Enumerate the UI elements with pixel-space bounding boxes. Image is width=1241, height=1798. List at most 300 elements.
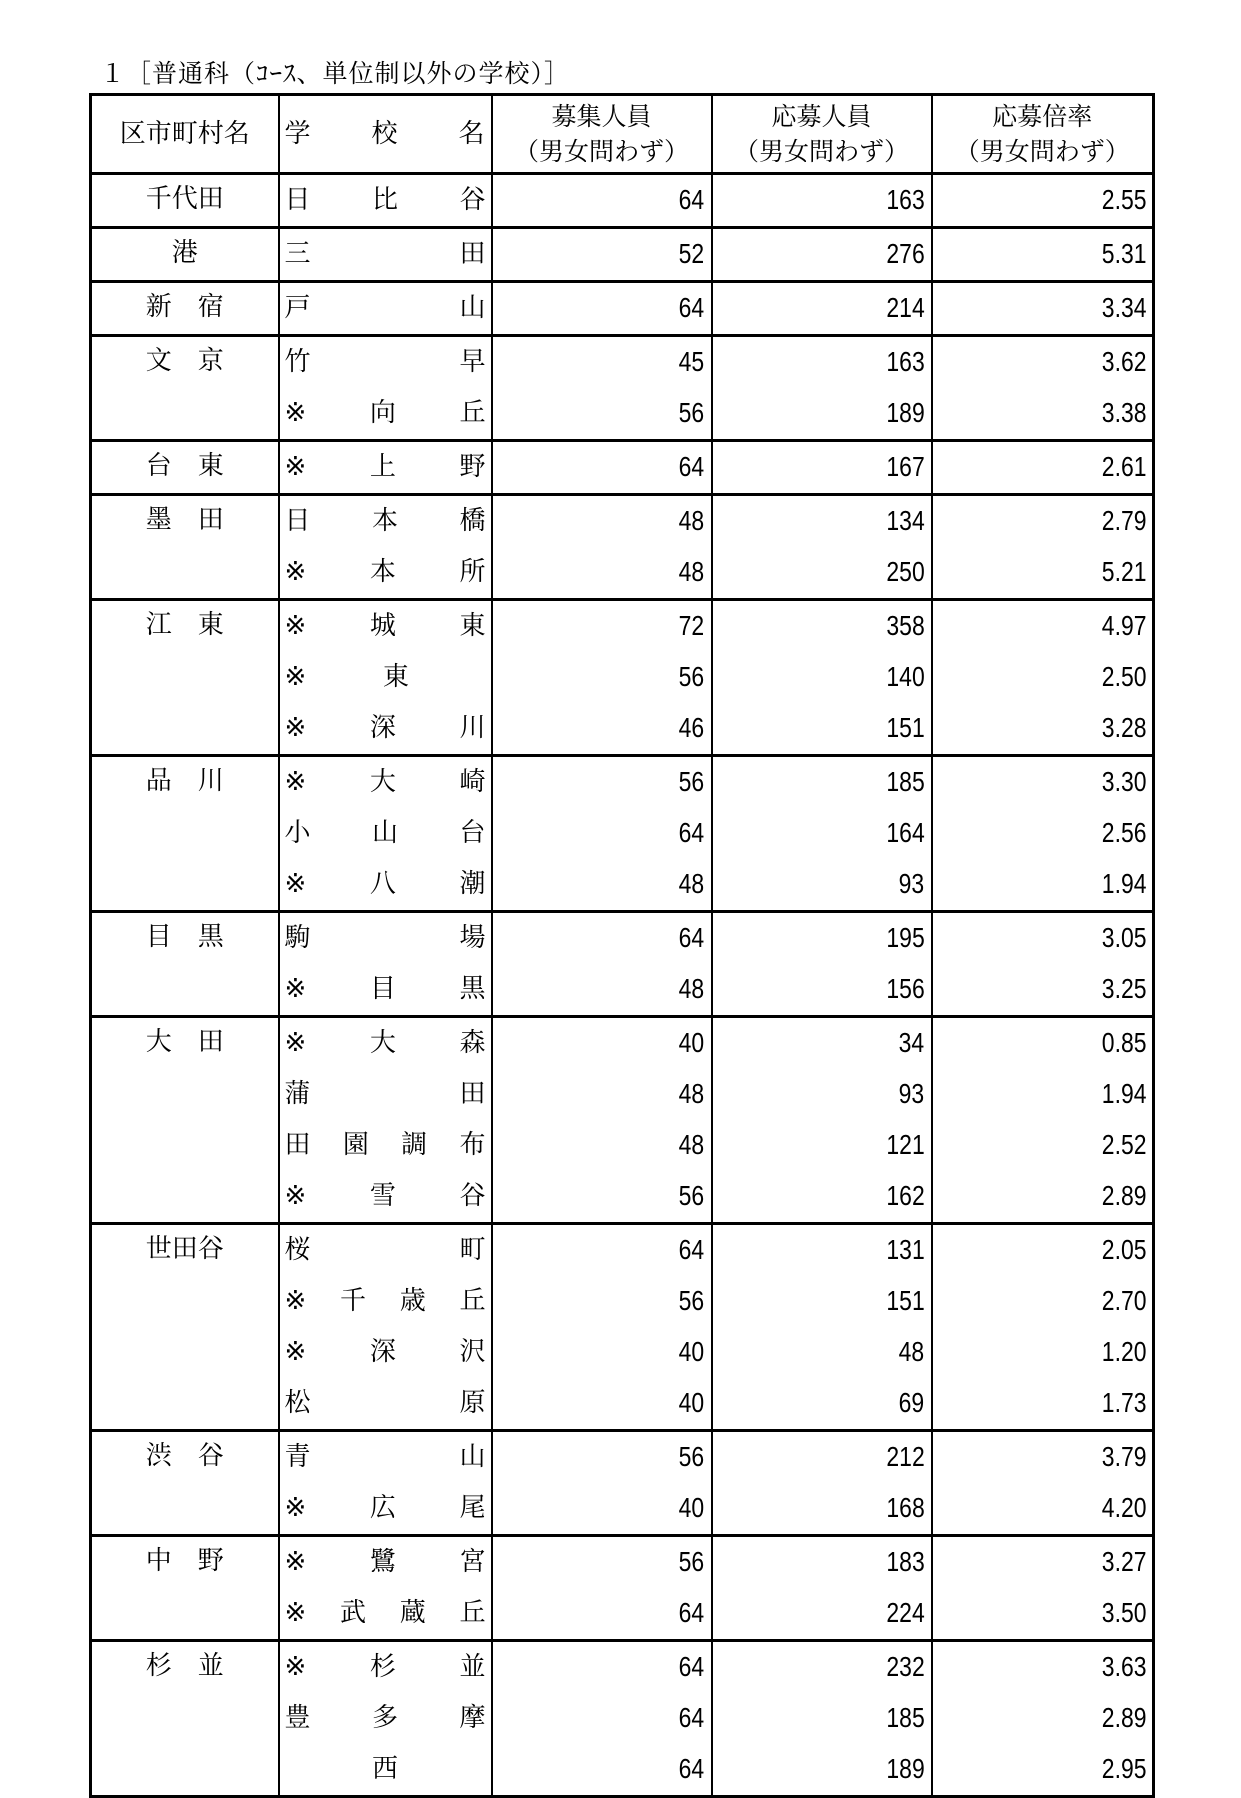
- ward-cell: 中 野: [91, 1536, 279, 1641]
- ratio-value: 4.20: [1101, 1492, 1146, 1523]
- school-name-char: 早: [459, 347, 486, 377]
- recruit-cell: [492, 495, 712, 548]
- applicants-cell: [712, 1327, 932, 1378]
- ratio-value: 1.73: [1101, 1387, 1146, 1418]
- ratio-cell: [932, 600, 1154, 653]
- recruit-value: 48: [678, 1129, 705, 1160]
- applicants-cell: [712, 1120, 932, 1171]
- ratio-cell: [932, 1276, 1154, 1327]
- school-name-char: 町: [459, 1235, 486, 1265]
- recruit-value: 46: [678, 712, 705, 743]
- table-body: [91, 174, 1154, 1797]
- school-name-char: 西: [371, 1754, 398, 1784]
- ratio-cell: [932, 912, 1154, 965]
- ward-cell: 目 黒: [91, 912, 279, 1017]
- recruit-value: 64: [678, 292, 705, 323]
- school-name-cell: [279, 1120, 492, 1171]
- school-name-char: 蒲: [284, 1079, 311, 1109]
- school-name-char: 台: [459, 818, 486, 848]
- recruit-cell: [492, 336, 712, 389]
- applicants-cell: [712, 1641, 932, 1694]
- school-name-char: 谷: [459, 185, 486, 215]
- recruit-cell: [492, 964, 712, 1017]
- table-row: [91, 228, 1154, 282]
- school-name-char: 目: [369, 974, 396, 1004]
- school-name-char: 桜: [284, 1235, 311, 1265]
- recruit-cell: [492, 1327, 712, 1378]
- applicants-cell: [712, 388, 932, 441]
- ratio-cell: [932, 228, 1154, 282]
- applicants-cell: [712, 703, 932, 756]
- school-name-char: ※: [284, 1493, 307, 1523]
- school-name-cell: [279, 1744, 492, 1797]
- ratio-value: 2.79: [1101, 505, 1146, 536]
- ratio-value: 3.34: [1101, 292, 1146, 323]
- ratio-value: 2.52: [1101, 1129, 1146, 1160]
- applicants-cell: [712, 756, 932, 809]
- school-name-cell: [279, 859, 492, 912]
- school-name-char: 上: [369, 452, 396, 482]
- recruit-value: 40: [678, 1027, 705, 1058]
- recruit-value: 48: [678, 505, 705, 536]
- recruit-cell: [492, 1431, 712, 1484]
- recruit-value: 64: [678, 1651, 705, 1682]
- school-name-cell: [279, 388, 492, 441]
- recruit-cell: [492, 1069, 712, 1120]
- school-name-char: ※: [284, 1598, 307, 1628]
- header-ratio: [932, 95, 1154, 174]
- table-row: [91, 174, 1154, 228]
- school-name-char: 蔵: [399, 1598, 426, 1628]
- applicants-cell: [712, 174, 932, 228]
- school-name-char: 所: [459, 557, 486, 587]
- ratio-value: 1.20: [1101, 1336, 1146, 1367]
- school-name-char: ※: [284, 713, 307, 743]
- ratio-cell: [932, 1483, 1154, 1536]
- school-name-char: 宮: [459, 1547, 486, 1577]
- school-name-cell: [279, 756, 492, 809]
- ratio-cell: [932, 1693, 1154, 1744]
- recruit-value: 64: [678, 922, 705, 953]
- ratio-cell: [932, 1588, 1154, 1641]
- applicants-cell: [712, 1744, 932, 1797]
- school-name-char: 深: [369, 713, 396, 743]
- ward-cell: 江 東: [91, 600, 279, 756]
- school-name-char: ※: [284, 1652, 307, 1682]
- ratio-value: 3.38: [1101, 397, 1146, 428]
- ratio-cell: [932, 1378, 1154, 1431]
- school-name-char: 田: [459, 1079, 486, 1109]
- applicants-cell: [712, 1483, 932, 1536]
- applicants-value: 250: [886, 556, 925, 587]
- application-ratio-table: [89, 93, 1155, 1798]
- school-name-cell: [279, 652, 492, 703]
- school-name-char: 城: [369, 611, 396, 641]
- applicants-cell: [712, 1069, 932, 1120]
- applicants-cell: [712, 652, 932, 703]
- school-name-cell: [279, 1171, 492, 1224]
- ratio-value: 3.05: [1101, 922, 1146, 953]
- applicants-cell: [712, 1224, 932, 1277]
- ratio-value: 2.89: [1101, 1180, 1146, 1211]
- table-row: [91, 441, 1154, 495]
- school-name-char: ※: [284, 1028, 307, 1058]
- header-school-char: 学: [284, 118, 311, 149]
- ratio-cell: [932, 282, 1154, 336]
- applicants-value: 224: [886, 1597, 925, 1628]
- header-school: [279, 95, 492, 174]
- school-name-char: ※: [284, 1286, 307, 1316]
- ratio-value: 2.89: [1101, 1702, 1146, 1733]
- recruit-value: 56: [678, 397, 705, 428]
- school-name-char: 調: [401, 1130, 428, 1160]
- recruit-value: 64: [678, 1702, 705, 1733]
- applicants-cell: [712, 282, 932, 336]
- school-name-char: 森: [459, 1028, 486, 1058]
- applicants-cell: [712, 1171, 932, 1224]
- applicants-value: 167: [886, 451, 925, 482]
- ratio-cell: [932, 1069, 1154, 1120]
- applicants-value: 134: [886, 505, 925, 536]
- ratio-cell: [932, 1171, 1154, 1224]
- header-school-char: 名: [458, 118, 485, 149]
- applicants-value: 93: [898, 868, 925, 899]
- school-name-char: 並: [459, 1652, 486, 1682]
- school-name-cell: [279, 336, 492, 389]
- school-name-char: 大: [369, 767, 396, 797]
- applicants-cell: [712, 1017, 932, 1070]
- school-name-char: 雪: [369, 1181, 396, 1211]
- ratio-value: 2.70: [1101, 1285, 1146, 1316]
- school-name-char: 黒: [459, 974, 486, 1004]
- school-name-char: 潮: [459, 869, 486, 899]
- ratio-cell: [932, 1224, 1154, 1277]
- recruit-value: 48: [678, 1078, 705, 1109]
- recruit-cell: [492, 388, 712, 441]
- ratio-cell: [932, 388, 1154, 441]
- school-name-char: 本: [369, 557, 396, 587]
- school-name-char: 駒: [284, 923, 311, 953]
- school-name-cell: [279, 1483, 492, 1536]
- table-row: [91, 1641, 1154, 1694]
- recruit-cell: [492, 600, 712, 653]
- recruit-value: 64: [678, 1597, 705, 1628]
- applicants-value: 34: [898, 1027, 925, 1058]
- recruit-cell: [492, 1483, 712, 1536]
- header-applicants-line1: 応募人員: [771, 102, 872, 131]
- school-name-char: 深: [369, 1337, 396, 1367]
- header-recruit: [492, 95, 712, 174]
- school-name-char: 田: [459, 239, 486, 269]
- school-name-char: 三: [284, 239, 311, 269]
- recruit-value: 40: [678, 1492, 705, 1523]
- applicants-cell: [712, 1588, 932, 1641]
- school-name-char: 比: [371, 185, 398, 215]
- applicants-value: 183: [886, 1546, 925, 1577]
- ward-cell: 新 宿: [91, 282, 279, 336]
- ratio-value: 3.62: [1101, 346, 1146, 377]
- applicants-value: 276: [886, 238, 925, 269]
- school-name-cell: [279, 1224, 492, 1277]
- ward-cell: 千代田: [91, 174, 279, 228]
- recruit-cell: [492, 859, 712, 912]
- school-name-char: 日: [284, 506, 311, 536]
- recruit-cell: [492, 1224, 712, 1277]
- ratio-cell: [932, 1641, 1154, 1694]
- ratio-cell: [932, 1744, 1154, 1797]
- table-row: [91, 495, 1154, 548]
- applicants-value: 93: [898, 1078, 925, 1109]
- school-name-char: 布: [459, 1130, 486, 1160]
- recruit-cell: [492, 912, 712, 965]
- recruit-cell: [492, 1378, 712, 1431]
- school-name-char: ※: [284, 1337, 307, 1367]
- school-name-char: ※: [284, 869, 307, 899]
- applicants-value: 162: [886, 1180, 925, 1211]
- school-name-char: 谷: [459, 1181, 486, 1211]
- recruit-cell: [492, 1171, 712, 1224]
- school-name-char: 東: [382, 662, 409, 692]
- applicants-value: 121: [886, 1129, 925, 1160]
- school-name-char: 八: [369, 869, 396, 899]
- school-name-cell: [279, 228, 492, 282]
- school-name-char: 向: [369, 398, 396, 428]
- school-name-char: 東: [459, 611, 486, 641]
- school-name-cell: [279, 174, 492, 228]
- applicants-value: 232: [886, 1651, 925, 1682]
- school-name-char: 大: [369, 1028, 396, 1058]
- ratio-value: 3.25: [1101, 973, 1146, 1004]
- school-name-char: 歳: [399, 1286, 426, 1316]
- recruit-value: 64: [678, 184, 705, 215]
- applicants-cell: [712, 495, 932, 548]
- ratio-value: 2.50: [1101, 661, 1146, 692]
- applicants-value: 168: [886, 1492, 925, 1523]
- school-name-char: 丘: [459, 1598, 486, 1628]
- table-row: [91, 336, 1154, 389]
- applicants-value: 151: [886, 1285, 925, 1316]
- recruit-cell: [492, 808, 712, 859]
- table-row: [91, 1224, 1154, 1277]
- school-name-char: ※: [284, 767, 307, 797]
- recruit-value: 56: [678, 1180, 705, 1211]
- school-name-cell: [279, 441, 492, 495]
- ratio-value: 2.55: [1101, 184, 1146, 215]
- applicants-value: 140: [886, 661, 925, 692]
- school-name-cell: [279, 1641, 492, 1694]
- recruit-cell: [492, 652, 712, 703]
- table-row: [91, 600, 1154, 653]
- ratio-cell: [932, 756, 1154, 809]
- school-name-char: 戸: [284, 293, 311, 323]
- ratio-cell: [932, 547, 1154, 600]
- school-name-cell: [279, 808, 492, 859]
- recruit-value: 64: [678, 451, 705, 482]
- school-name-char: 田: [284, 1130, 311, 1160]
- ratio-cell: [932, 441, 1154, 495]
- table-header: [91, 95, 1154, 174]
- recruit-value: 64: [678, 1753, 705, 1784]
- recruit-value: 48: [678, 973, 705, 1004]
- school-name-char: 園: [342, 1130, 369, 1160]
- school-name-cell: [279, 912, 492, 965]
- recruit-value: 64: [678, 1234, 705, 1265]
- applicants-cell: [712, 547, 932, 600]
- school-name-char: 鷺: [369, 1547, 396, 1577]
- school-name-char: 沢: [459, 1337, 486, 1367]
- school-name-cell: [279, 1017, 492, 1070]
- school-name-char: ※: [284, 1181, 307, 1211]
- school-name-char: 丘: [459, 398, 486, 428]
- school-name-char: 崎: [459, 767, 486, 797]
- recruit-cell: [492, 1744, 712, 1797]
- ward-cell: 文 京: [91, 336, 279, 441]
- school-name-char: 竹: [284, 347, 311, 377]
- school-name-char: ※: [284, 1547, 307, 1577]
- school-name-cell: [279, 600, 492, 653]
- applicants-cell: [712, 336, 932, 389]
- school-name-char: ※: [284, 611, 307, 641]
- recruit-cell: [492, 1120, 712, 1171]
- recruit-cell: [492, 1693, 712, 1744]
- school-name-cell: [279, 1693, 492, 1744]
- school-name-char: 山: [459, 1442, 486, 1472]
- school-name-char: 山: [459, 293, 486, 323]
- school-name-cell: [279, 964, 492, 1017]
- applicants-cell: [712, 1431, 932, 1484]
- ratio-cell: [932, 1536, 1154, 1589]
- ratio-value: 5.21: [1101, 556, 1146, 587]
- table-row: [91, 1431, 1154, 1484]
- applicants-cell: [712, 1378, 932, 1431]
- applicants-value: 185: [886, 766, 925, 797]
- recruit-cell: [492, 441, 712, 495]
- school-name-cell: [279, 495, 492, 548]
- ward-cell: 大 田: [91, 1017, 279, 1224]
- school-name-char: 橋: [459, 506, 486, 536]
- header-recruit-line1: 募集人員: [551, 102, 652, 131]
- applicants-value: 163: [886, 184, 925, 215]
- applicants-cell: [712, 1276, 932, 1327]
- school-name-cell: [279, 1431, 492, 1484]
- table-row: [91, 912, 1154, 965]
- header-school-char: 校: [371, 118, 398, 149]
- ratio-cell: [932, 174, 1154, 228]
- applicants-value: 48: [898, 1336, 925, 1367]
- ratio-cell: [932, 703, 1154, 756]
- applicants-value: 156: [886, 973, 925, 1004]
- school-name-char: ※: [284, 662, 307, 692]
- recruit-value: 45: [678, 346, 705, 377]
- school-name-char: ※: [284, 974, 307, 1004]
- ratio-value: 1.94: [1101, 868, 1146, 899]
- table-row: [91, 1536, 1154, 1589]
- ratio-value: 3.50: [1101, 1597, 1146, 1628]
- recruit-cell: [492, 228, 712, 282]
- school-name-char: 山: [371, 818, 398, 848]
- ratio-value: 3.28: [1101, 712, 1146, 743]
- ratio-cell: [932, 964, 1154, 1017]
- recruit-value: 40: [678, 1387, 705, 1418]
- ratio-value: 3.63: [1101, 1651, 1146, 1682]
- ratio-cell: [932, 652, 1154, 703]
- school-name-char: 丘: [459, 1286, 486, 1316]
- ratio-value: 2.56: [1101, 817, 1146, 848]
- header-recruit-line2: （男女問わず）: [513, 137, 689, 166]
- header-applicants-line2: （男女問わず）: [733, 137, 909, 166]
- school-name-char: 場: [459, 923, 486, 953]
- school-name-cell: [279, 1536, 492, 1589]
- ratio-cell: [932, 1120, 1154, 1171]
- school-name-char: 多: [371, 1703, 398, 1733]
- ratio-value: 2.05: [1101, 1234, 1146, 1265]
- recruit-value: 56: [678, 766, 705, 797]
- table-row: [91, 282, 1154, 336]
- ratio-cell: [932, 1327, 1154, 1378]
- ratio-value: 2.61: [1101, 451, 1146, 482]
- recruit-value: 56: [678, 661, 705, 692]
- recruit-value: 52: [678, 238, 705, 269]
- recruit-cell: [492, 174, 712, 228]
- applicants-cell: [712, 441, 932, 495]
- ratio-cell: [932, 808, 1154, 859]
- applicants-value: 212: [886, 1441, 925, 1472]
- recruit-cell: [492, 1536, 712, 1589]
- school-name-char: 日: [284, 185, 311, 215]
- recruit-value: 48: [678, 868, 705, 899]
- recruit-cell: [492, 1588, 712, 1641]
- school-name-cell: [279, 703, 492, 756]
- applicants-value: 163: [886, 346, 925, 377]
- school-name-char: ※: [284, 557, 307, 587]
- ward-cell: 世田谷: [91, 1224, 279, 1431]
- ratio-value: 3.30: [1101, 766, 1146, 797]
- ward-cell: 墨 田: [91, 495, 279, 600]
- recruit-value: 56: [678, 1441, 705, 1472]
- recruit-value: 56: [678, 1285, 705, 1316]
- applicants-value: 189: [886, 397, 925, 428]
- ratio-cell: [932, 1017, 1154, 1070]
- applicants-cell: [712, 912, 932, 965]
- page-title: １［普通科（ｺｰｽ、単位制以外の学校）］: [100, 59, 571, 88]
- ratio-value: 0.85: [1101, 1027, 1146, 1058]
- ratio-value: 4.97: [1101, 610, 1146, 641]
- header-ward: 区市町村名: [91, 95, 279, 174]
- recruit-cell: [492, 1276, 712, 1327]
- school-name-cell: [279, 1276, 492, 1327]
- applicants-value: 164: [886, 817, 925, 848]
- school-name-char: 千: [340, 1286, 367, 1316]
- recruit-cell: [492, 1017, 712, 1070]
- school-name-char: 武: [340, 1598, 367, 1628]
- applicants-cell: [712, 600, 932, 653]
- school-name-char: 本: [371, 506, 398, 536]
- recruit-value: 64: [678, 817, 705, 848]
- school-name-char: 青: [284, 1442, 311, 1472]
- school-name-cell: [279, 1588, 492, 1641]
- school-name-char: 杉: [369, 1652, 396, 1682]
- school-name-char: 原: [459, 1388, 486, 1418]
- ratio-value: 1.94: [1101, 1078, 1146, 1109]
- applicants-cell: [712, 808, 932, 859]
- applicants-cell: [712, 859, 932, 912]
- recruit-value: 56: [678, 1546, 705, 1577]
- ratio-value: 3.27: [1101, 1546, 1146, 1577]
- school-name-char: 野: [459, 452, 486, 482]
- school-name-char: 摩: [459, 1703, 486, 1733]
- school-name-char: 松: [284, 1388, 311, 1418]
- applicants-cell: [712, 1693, 932, 1744]
